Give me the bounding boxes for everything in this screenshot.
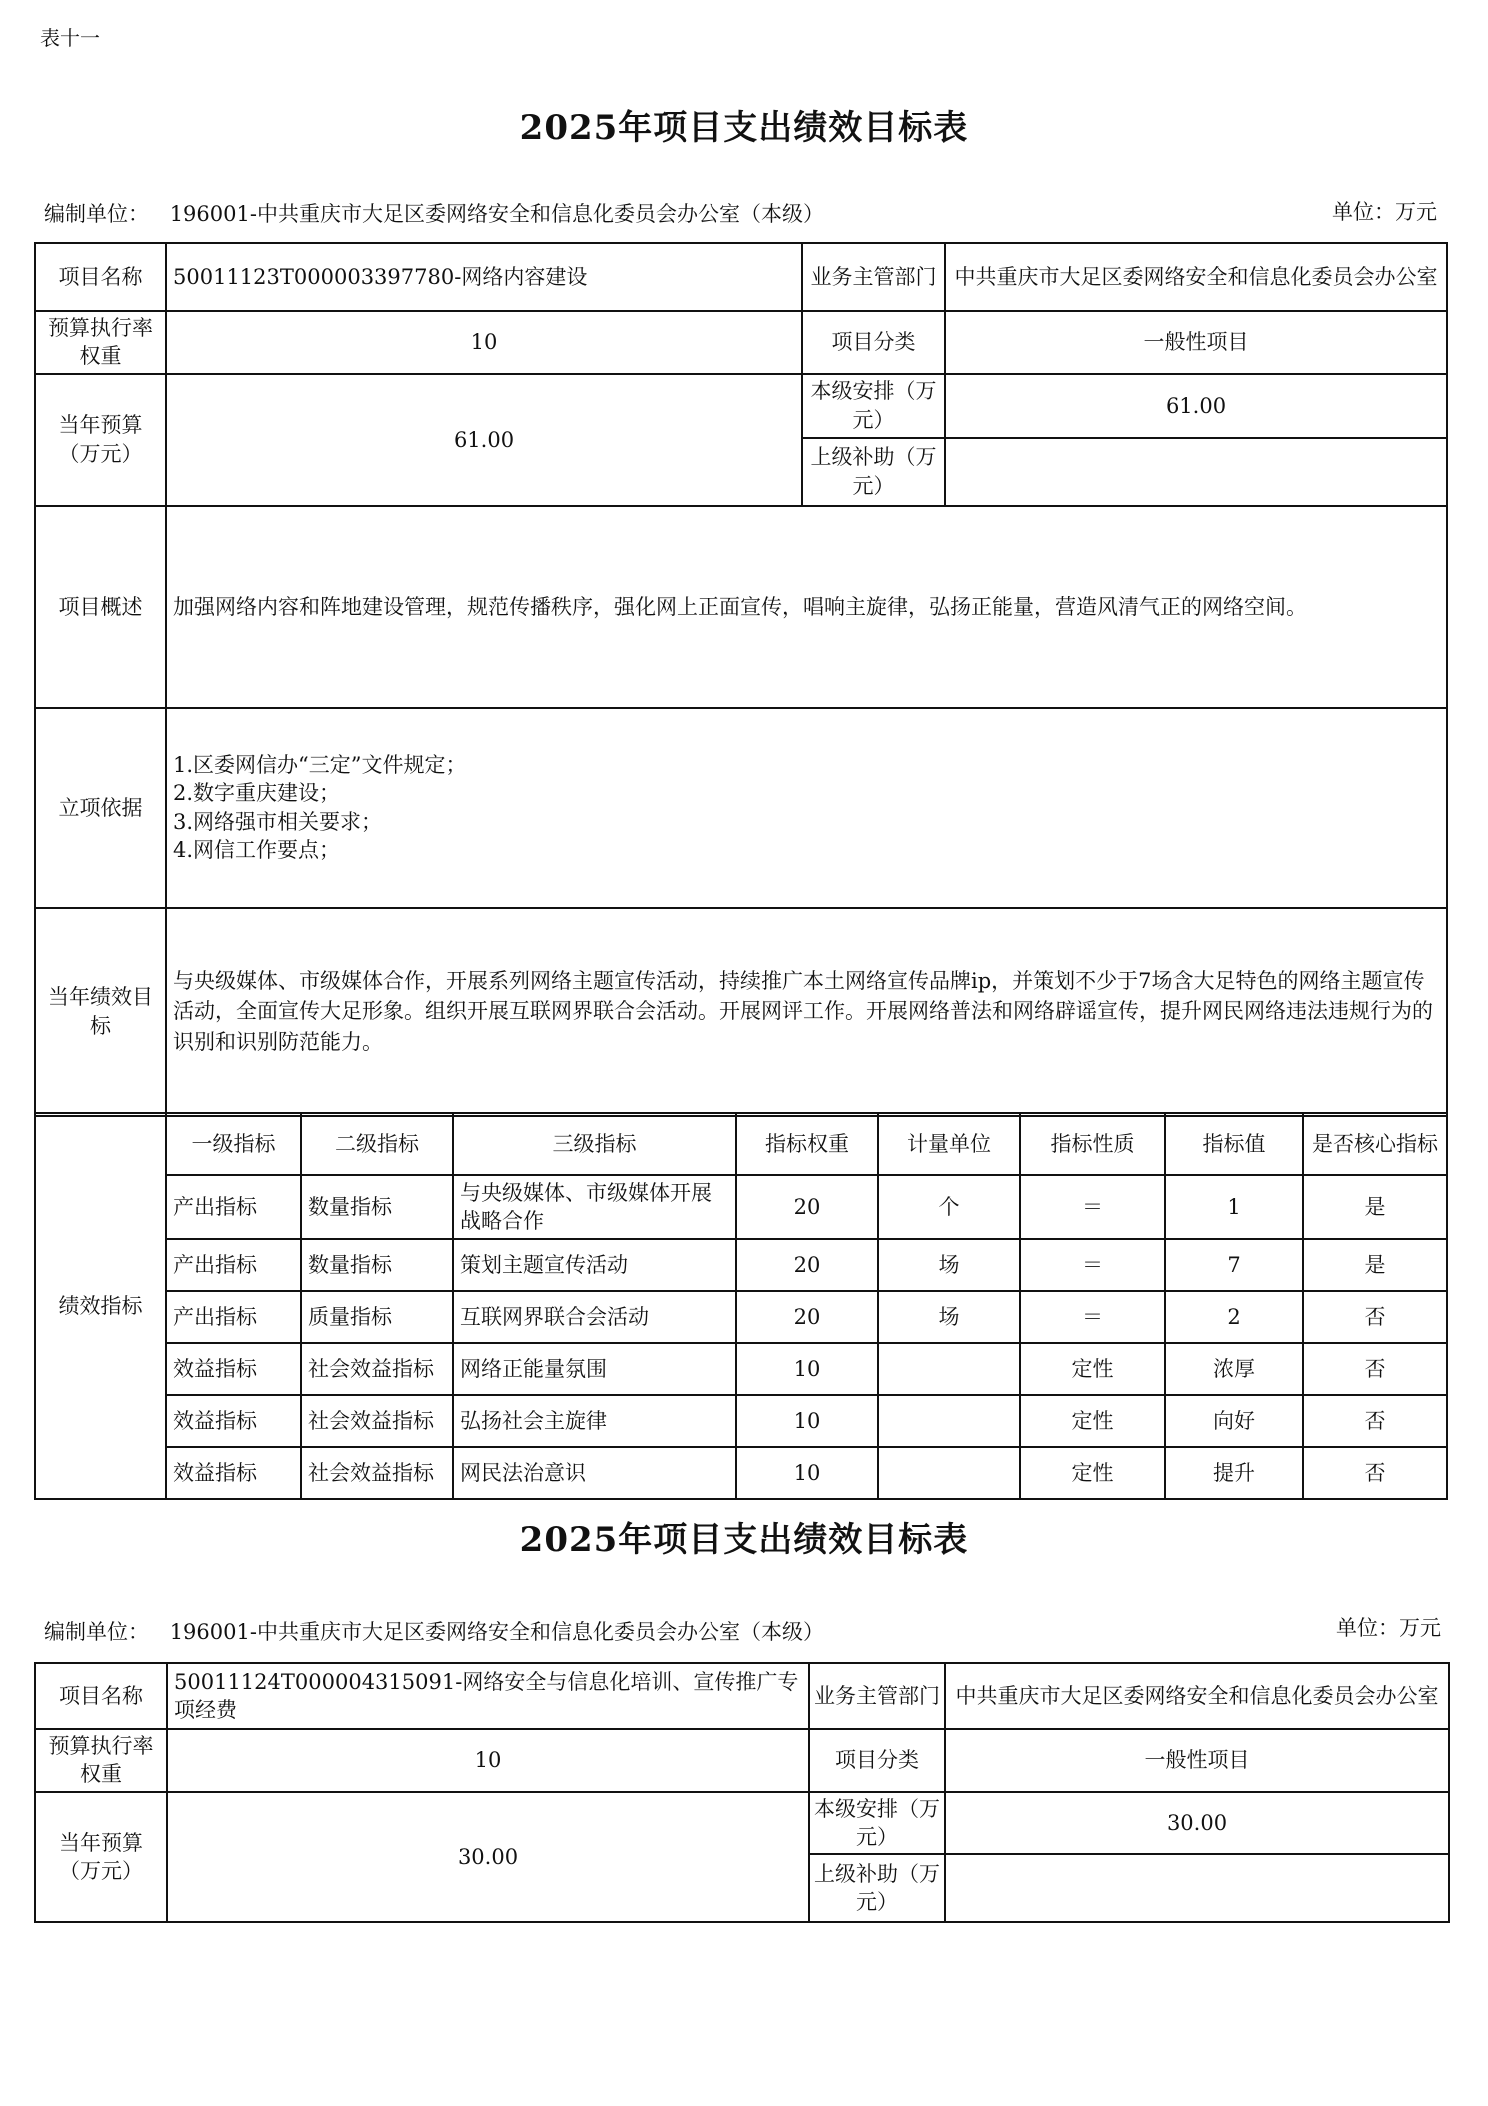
cell-nature: 定性 (1020, 1343, 1165, 1395)
basis-item: 2.数字重庆建设； (173, 781, 341, 806)
cell-level3: 弘扬社会主旋律 (453, 1395, 736, 1447)
table-row (35, 1239, 1447, 1291)
cell-unit: 场 (878, 1291, 1020, 1343)
cell-value: 浓厚 (1165, 1343, 1303, 1395)
preparing-unit-value: 196001-中共重庆市大足区委网络安全和信息化委员会办公室（本级） (169, 1620, 824, 1644)
cell-weight: 20 (736, 1239, 878, 1291)
project-info-table (34, 242, 1448, 1117)
header-level3: 三级指标 (453, 1113, 736, 1175)
table-row (35, 1447, 1447, 1499)
currency-unit-2: 单位：万元 (1336, 1616, 1441, 1640)
header-unit: 计量单位 (878, 1113, 1020, 1175)
cell-unit (878, 1447, 1020, 1499)
header-nature: 指标性质 (1020, 1113, 1165, 1175)
cell-core: 否 (1303, 1447, 1447, 1499)
cell-level1: 效益指标 (166, 1343, 301, 1395)
cell-value: 7 (1165, 1239, 1303, 1291)
local-value: 61.00 (945, 374, 1447, 438)
cell-level1: 产出指标 (166, 1175, 301, 1239)
cell-unit: 个 (878, 1175, 1020, 1239)
dept-value: 中共重庆市大足区委网络安全和信息化委员会办公室 (945, 1663, 1449, 1729)
cell-level2: 社会效益指标 (301, 1343, 453, 1395)
currency-unit: 单位：万元 (1332, 200, 1437, 224)
cell-nature: 定性 (1020, 1395, 1165, 1447)
label-goal: 当年绩效目标 (35, 908, 166, 1116)
category-value: 一般性项目 (945, 311, 1447, 374)
overview-value: 加强网络内容和阵地建设管理，规范传播秩序，强化网上正面宣传，唱响主旋律，弘扬正能量，营造风清气正的网络空间。 (166, 506, 1447, 708)
cell-unit (878, 1343, 1020, 1395)
page-title: 2025年项目支出绩效目标表 (519, 108, 969, 148)
header-level2: 二级指标 (301, 1113, 453, 1175)
indicator-table (34, 1112, 1448, 1500)
header-weight: 指标权重 (736, 1113, 878, 1175)
preparing-unit-label: 编制单位： (44, 1620, 149, 1644)
project-name-value: 50011123T000003397780-网络内容建设 (166, 243, 802, 311)
category-value: 一般性项目 (945, 1729, 1449, 1792)
label-budget: 当年预算（万元） (35, 1792, 167, 1923)
label-dept: 业务主管部门 (802, 243, 945, 311)
label-weight: 预算执行率权重 (35, 311, 166, 374)
table-row (35, 1175, 1447, 1239)
cell-level2: 社会效益指标 (301, 1447, 453, 1499)
label-project-name: 项目名称 (35, 1663, 167, 1729)
superior-value (945, 438, 1447, 506)
cell-level1: 效益指标 (166, 1447, 301, 1499)
label-category: 项目分类 (802, 311, 945, 374)
cell-core: 是 (1303, 1175, 1447, 1239)
cell-weight: 10 (736, 1395, 878, 1447)
table-row (35, 1343, 1447, 1395)
label-dept: 业务主管部门 (809, 1663, 945, 1729)
cell-unit (878, 1395, 1020, 1447)
cell-nature: 定性 (1020, 1447, 1165, 1499)
header-level1: 一级指标 (166, 1113, 301, 1175)
cell-weight: 10 (736, 1447, 878, 1499)
cell-level2: 数量指标 (301, 1239, 453, 1291)
preparing-unit-label: 编制单位： (44, 202, 149, 226)
label-project-name: 项目名称 (35, 243, 166, 311)
label-overview: 项目概述 (35, 506, 166, 708)
page-title-2: 2025年项目支出绩效目标表 (519, 1520, 969, 1560)
cell-level2: 社会效益指标 (301, 1395, 453, 1447)
label-weight: 预算执行率权重 (35, 1729, 167, 1792)
label-superior: 上级补助（万元） (809, 1854, 945, 1922)
cell-unit: 场 (878, 1239, 1020, 1291)
cell-value: 2 (1165, 1291, 1303, 1343)
cell-weight: 20 (736, 1291, 878, 1343)
cell-value: 提升 (1165, 1447, 1303, 1499)
weight-value: 10 (167, 1729, 809, 1792)
cell-core: 否 (1303, 1291, 1447, 1343)
cell-level2: 质量指标 (301, 1291, 453, 1343)
goal-cell (166, 908, 1447, 1116)
basis-list (166, 708, 1447, 908)
budget-value: 61.00 (166, 374, 802, 506)
superior-value (945, 1854, 1449, 1922)
cell-level1: 效益指标 (166, 1395, 301, 1447)
goal-value: 与央级媒体、市级媒体合作，开展系列网络主题宣传活动，持续推广本土网络宣传品牌ip，并策划不少于7场含大足特色的网络主题宣传活动，全面宣传大足形象。组织开展互联网界联合会活动。开展网评工作。开展网络普法和网络辟谣宣传，提升网民网络违法违规行为的识别和识别防范能力。 (173, 969, 1433, 1054)
preparing-unit (44, 198, 824, 228)
label-indicators: 绩效指标 (35, 1113, 166, 1499)
table-row (35, 1395, 1447, 1447)
cell-weight: 20 (736, 1175, 878, 1239)
cell-level1: 产出指标 (166, 1239, 301, 1291)
table-number-label: 表十一 (40, 26, 100, 50)
label-basis: 立项依据 (35, 708, 166, 908)
cell-level3: 策划主题宣传活动 (453, 1239, 736, 1291)
cell-level2: 数量指标 (301, 1175, 453, 1239)
dept-value: 中共重庆市大足区委网络安全和信息化委员会办公室 (945, 243, 1447, 311)
label-budget: 当年预算（万元） (35, 374, 166, 506)
cell-core: 是 (1303, 1239, 1447, 1291)
basis-item: 3.网络强市相关要求； (173, 809, 383, 834)
cell-level3: 网络正能量氛围 (453, 1343, 736, 1395)
cell-level3: 与央级媒体、市级媒体开展战略合作 (453, 1175, 736, 1239)
basis-item: 1.区委网信办“三定”文件规定； (173, 753, 467, 777)
label-local: 本级安排（万元） (809, 1792, 945, 1855)
weight-value: 10 (166, 311, 802, 374)
label-superior: 上级补助（万元） (802, 438, 945, 506)
cell-level3: 网民法治意识 (453, 1447, 736, 1499)
local-value: 30.00 (945, 1792, 1449, 1855)
header-value: 指标值 (1165, 1113, 1303, 1175)
label-category: 项目分类 (809, 1729, 945, 1792)
cell-weight: 10 (736, 1343, 878, 1395)
cell-core: 否 (1303, 1343, 1447, 1395)
header-core: 是否核心指标 (1303, 1113, 1447, 1175)
cell-level3: 互联网界联合会活动 (453, 1291, 736, 1343)
cell-nature: ＝ (1020, 1239, 1165, 1291)
cell-nature: ＝ (1020, 1291, 1165, 1343)
table-row (35, 1291, 1447, 1343)
cell-level1: 产出指标 (166, 1291, 301, 1343)
budget-value: 30.00 (167, 1792, 809, 1923)
cell-core: 否 (1303, 1395, 1447, 1447)
basis-item: 4.网信工作要点； (173, 838, 341, 863)
project-info-table-2 (34, 1662, 1450, 1923)
project-name-value: 50011124T000004315091-网络安全与信息化培训、宣传推广专项经费 (167, 1663, 809, 1729)
preparing-unit-2 (44, 1616, 824, 1646)
preparing-unit-value: 196001-中共重庆市大足区委网络安全和信息化委员会办公室（本级） (169, 202, 824, 226)
label-local: 本级安排（万元） (802, 374, 945, 438)
cell-value: 向好 (1165, 1395, 1303, 1447)
cell-value: 1 (1165, 1175, 1303, 1239)
cell-nature: ＝ (1020, 1175, 1165, 1239)
